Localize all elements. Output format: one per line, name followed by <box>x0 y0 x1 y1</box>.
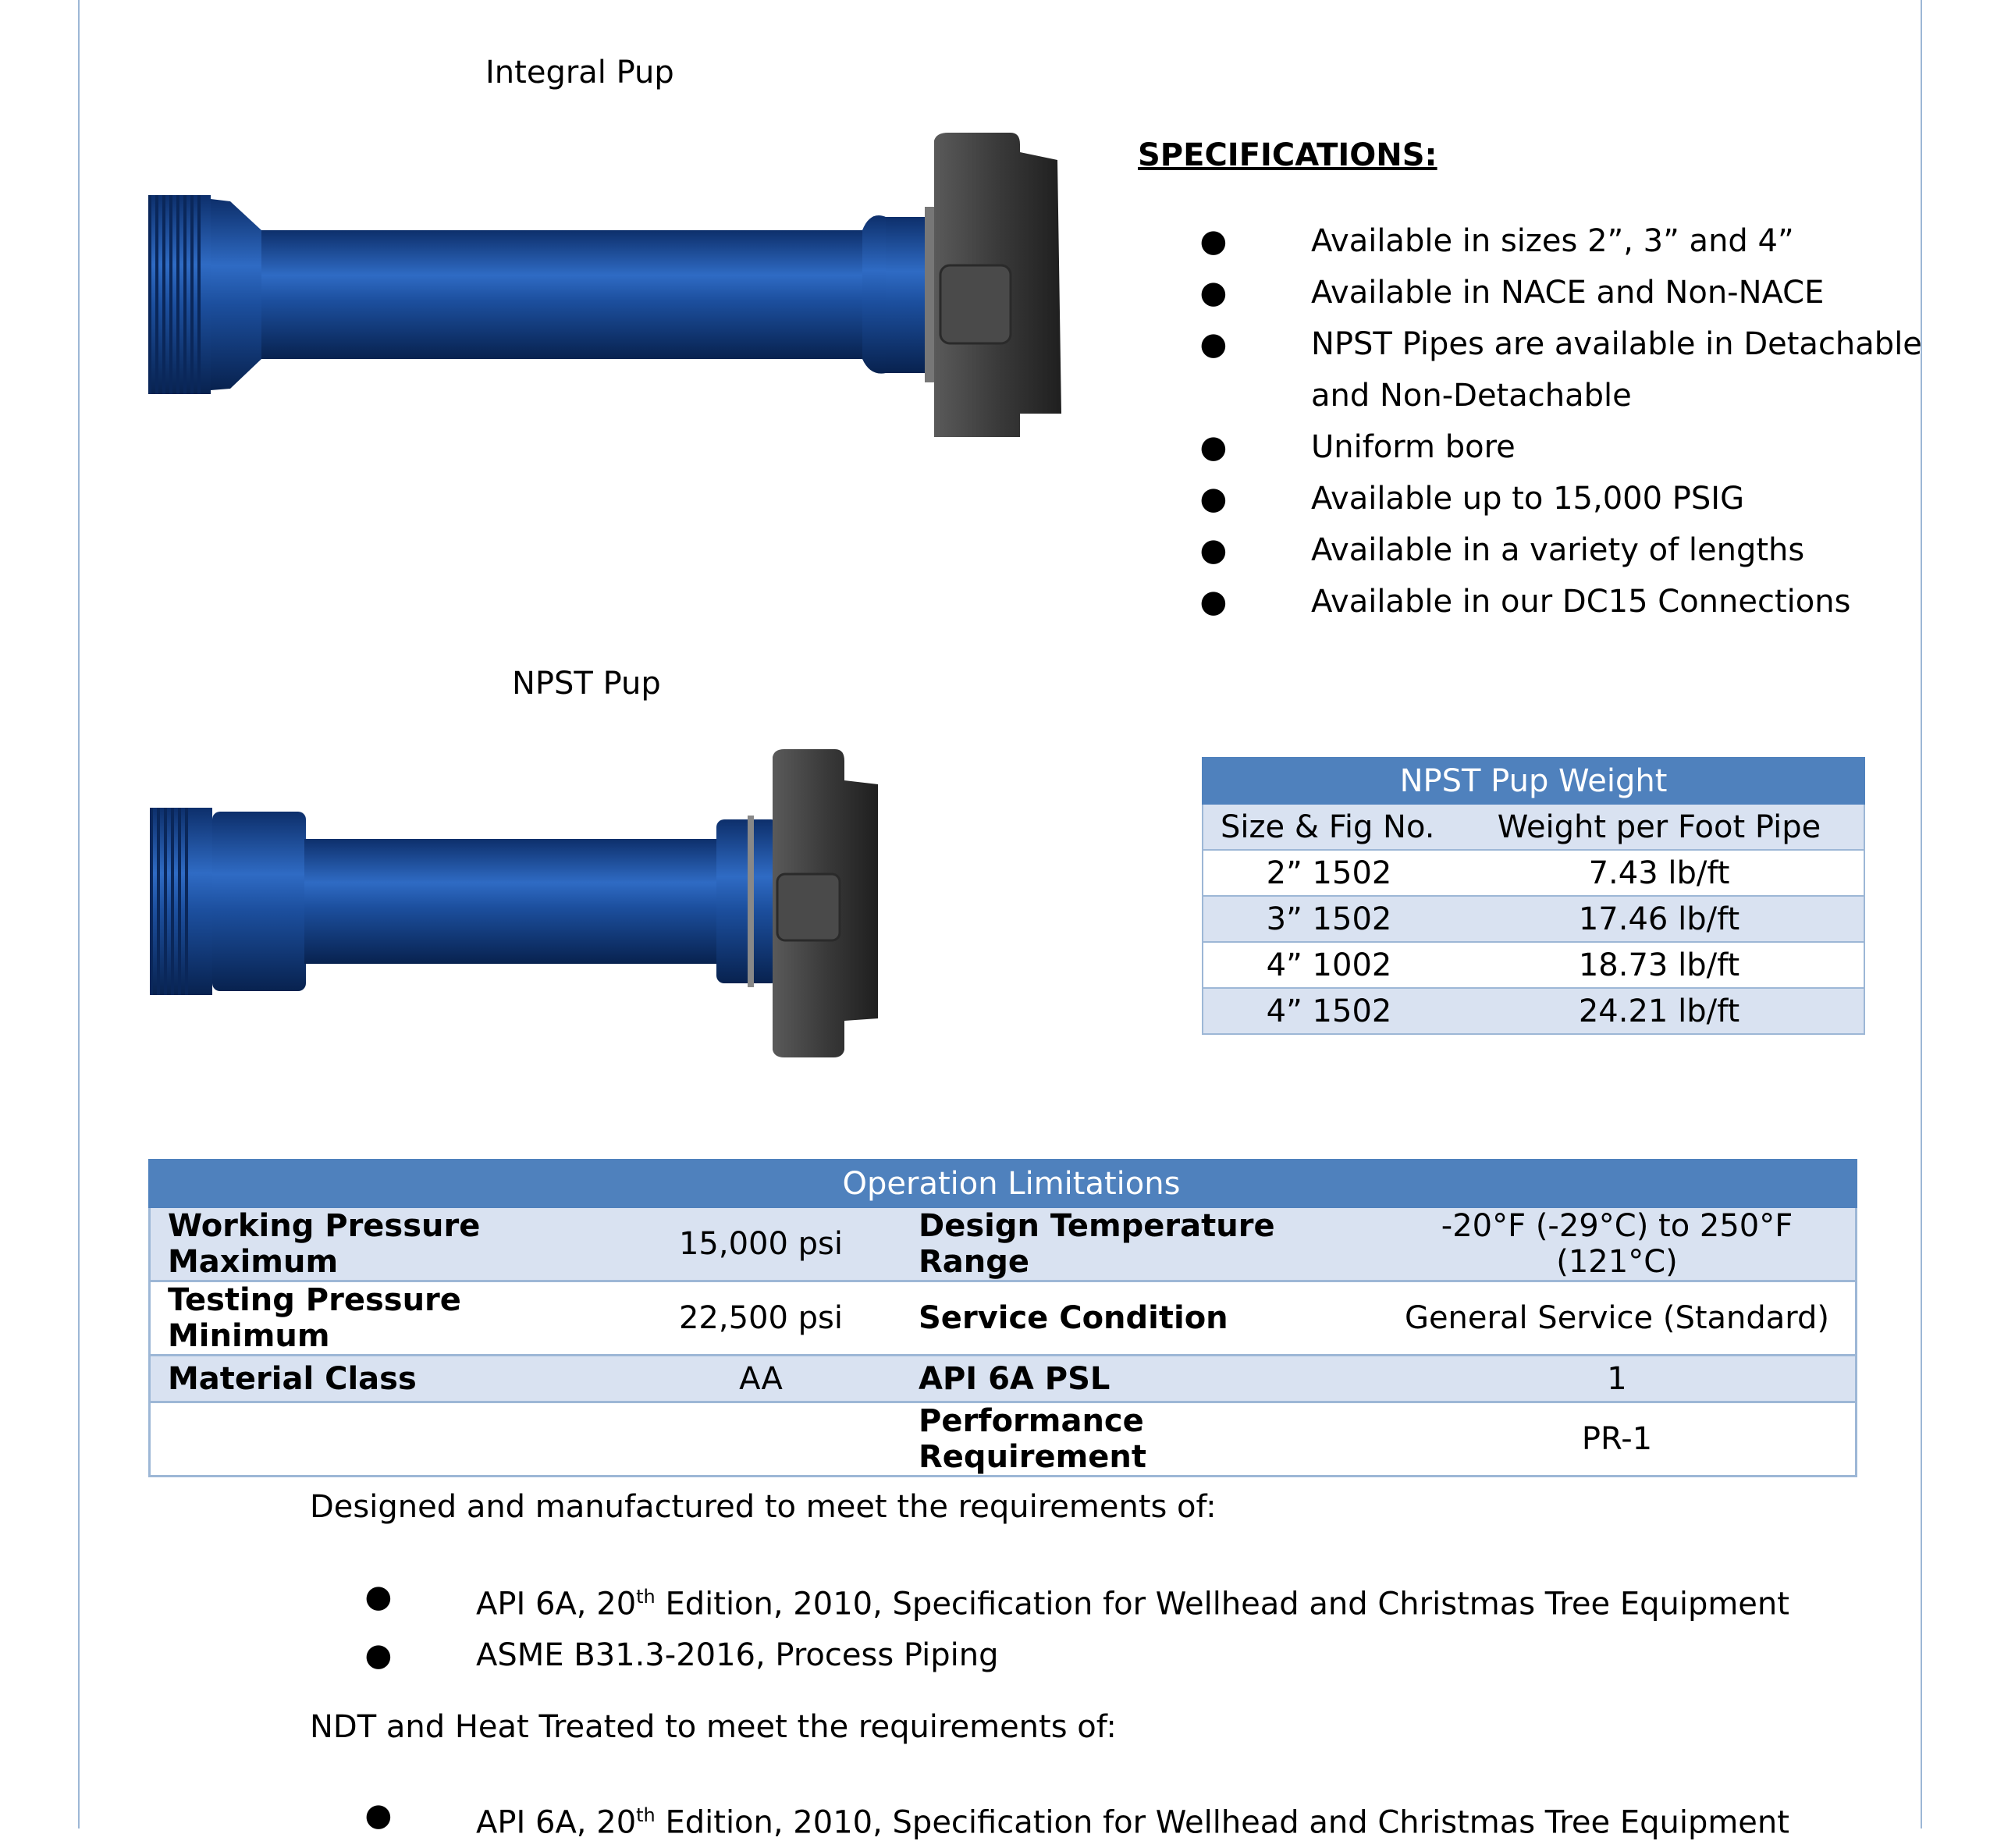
npst-pup-caption: NPST Pup <box>512 666 661 702</box>
op-value: -20°F (-29°C) to 250°F (121°C) <box>1379 1207 1857 1281</box>
specifications-title: SPECIFICATIONS: <box>1138 137 1437 173</box>
spec-item: ● Available up to 15,000 PSIG <box>1199 481 1745 517</box>
op-value: AA <box>620 1356 901 1402</box>
integral-pup-caption: Integral Pup <box>485 55 674 91</box>
op-label: API 6A PSL <box>901 1356 1379 1402</box>
ndt-intro: NDT and Heat Treated to meet the requirements of: <box>310 1709 1117 1745</box>
op-label: Testing Pressure Minimum <box>150 1281 621 1356</box>
op-value <box>620 1402 901 1477</box>
specifications-list <box>1194 215 1922 627</box>
weight-cell-value: 18.73 lb/ft <box>1455 942 1864 988</box>
weight-cell-value: 24.21 lb/ft <box>1455 988 1864 1034</box>
op-value: 22,500 psi <box>620 1281 901 1356</box>
op-label: Material Class <box>150 1356 621 1402</box>
requirement-item: ● ASME B31.3-2016, Process Piping <box>364 1637 999 1674</box>
weight-table-title: NPST Pup Weight <box>1203 758 1864 804</box>
spec-item: ● Uniform bore <box>1199 429 1516 465</box>
op-label: Design Temperature Range <box>901 1207 1379 1281</box>
op-value: 15,000 psi <box>620 1207 901 1281</box>
spec-item-continuation: and Non-Detachable <box>1311 378 1632 414</box>
weight-cell-size: 3” 1502 <box>1203 896 1455 942</box>
op-label <box>150 1402 621 1477</box>
op-label: Service Condition <box>901 1281 1379 1356</box>
page-border-left <box>78 0 80 1828</box>
weight-cell-size: 4” 1502 <box>1203 988 1455 1034</box>
designed-requirements-list <box>359 1571 1789 1681</box>
requirement-item: ● API 6A, 20th Edition, 2010, Specification for Wellhead and Christmas Tree Equipment <box>364 1579 1789 1622</box>
weight-cell-value: 7.43 lb/ft <box>1455 850 1864 896</box>
ndt-requirements-list <box>359 1789 1789 1848</box>
op-label: Working Pressure Maximum <box>150 1207 621 1281</box>
op-value: 1 <box>1379 1356 1857 1402</box>
npst-weight-table <box>1202 757 1865 1035</box>
spec-item: ● Available in our DC15 Connections <box>1199 584 1851 620</box>
requirement-item: ● API 6A, 20th Edition, 2010, Specification for Wellhead and Christmas Tree Equipment <box>364 1797 1789 1841</box>
weight-cell-value: 17.46 lb/ft <box>1455 896 1864 942</box>
spec-item: ● NPST Pipes are available in Detachable <box>1199 326 1922 362</box>
operation-limitations-table <box>148 1159 1857 1477</box>
npst-pup-image <box>148 749 1054 1061</box>
weight-header-size: Size & Fig No. <box>1203 804 1455 850</box>
op-label: Performance Requirement <box>901 1402 1379 1477</box>
spec-item: ● Available in NACE and Non-NACE <box>1199 275 1825 311</box>
op-value: PR-1 <box>1379 1402 1857 1477</box>
weight-header-weight: Weight per Foot Pipe <box>1455 804 1864 850</box>
operation-table-title: Operation Limitations <box>150 1160 1857 1207</box>
op-value: General Service (Standard) <box>1379 1281 1857 1356</box>
integral-pup-image <box>144 133 1065 445</box>
spec-item: ● Available in sizes 2”, 3” and 4” <box>1199 223 1794 259</box>
weight-cell-size: 4” 1002 <box>1203 942 1455 988</box>
spec-item: ● Available in a variety of lengths <box>1199 532 1805 568</box>
weight-cell-size: 2” 1502 <box>1203 850 1455 896</box>
designed-intro: Designed and manufactured to meet the requirements of: <box>310 1489 1217 1525</box>
